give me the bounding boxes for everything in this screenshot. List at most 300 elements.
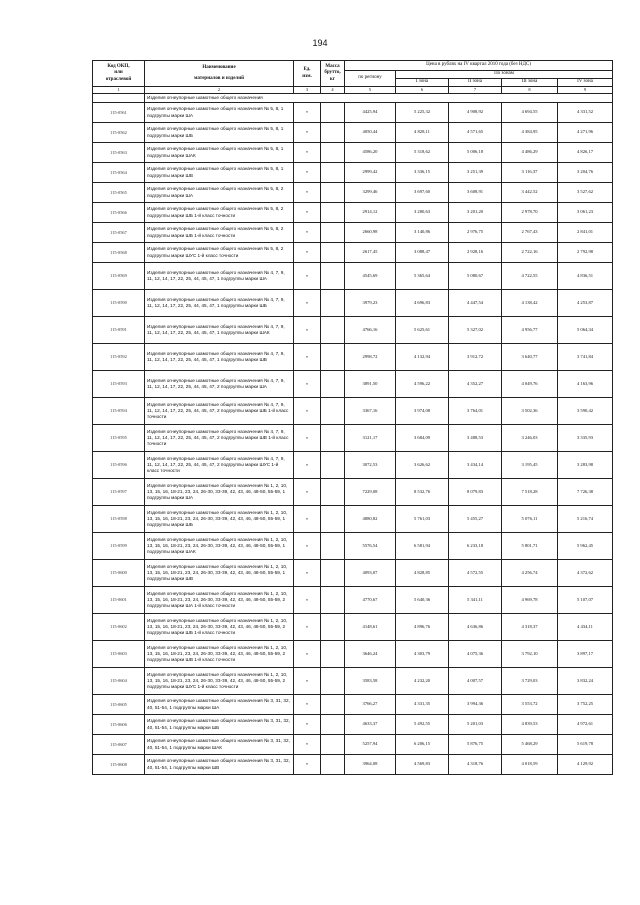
code-header bbox=[93, 61, 145, 87]
item-name: Изделия огнеупорные шамотные общего назначения № 5, 8, 2 подгруппы марки ШБ 1-й класс точности bbox=[145, 203, 294, 223]
price-zone1: 8 532,76 bbox=[396, 479, 449, 506]
table-row bbox=[93, 587, 613, 614]
item-unit: т bbox=[294, 715, 321, 735]
table-row bbox=[93, 143, 613, 163]
price-zone4: 4 372,62 bbox=[558, 560, 613, 587]
price-zone2: 8 079,83 bbox=[449, 479, 502, 506]
mass-header-line3: кг bbox=[329, 76, 336, 82]
price-zone1: 3 974,08 bbox=[396, 398, 449, 425]
price-region: 7229,08 bbox=[345, 479, 396, 506]
table-row bbox=[93, 371, 613, 398]
table-row bbox=[93, 452, 613, 479]
price-zone4: 4 163,96 bbox=[558, 371, 613, 398]
price-zone1: 5 492,55 bbox=[396, 715, 449, 735]
item-code: 115-0566 bbox=[93, 203, 145, 223]
price-zone2: 4 075,36 bbox=[449, 641, 502, 668]
price-zone2: 3 764,01 bbox=[449, 398, 502, 425]
item-name: Изделия огнеупорные шамотные общего назначения № 4, 7, 9, 11, 12, 14, 17, 22, 25, 44, 45, 47, 2 подгруппы марки ШБ 1-й класс точности bbox=[145, 398, 294, 425]
price-zone4: 3 752,25 bbox=[558, 695, 613, 715]
item-mass bbox=[321, 123, 345, 143]
price-zone2: 3 912,72 bbox=[449, 344, 502, 371]
item-code: 115-0590 bbox=[93, 290, 145, 317]
item-code: 115-0608 bbox=[93, 755, 145, 775]
item-unit: т bbox=[294, 479, 321, 506]
item-code: 115-0569 bbox=[93, 263, 145, 290]
price-zone2: 6 233,18 bbox=[449, 533, 502, 560]
item-code: 115-0593 bbox=[93, 371, 145, 398]
unit-header-line2: изм. bbox=[302, 73, 312, 79]
table-row bbox=[93, 263, 613, 290]
price-region: 2617,45 bbox=[345, 243, 396, 263]
item-mass bbox=[321, 203, 345, 223]
item-name: Изделия огнеупорные шамотные общего назначения № 4, 7, 9, 11, 12, 14, 17, 22, 25, 44, 45, 47, 2 подгруппы марки ШУС 1-й класс точности bbox=[145, 452, 294, 479]
price-zone4: 5 107,07 bbox=[558, 587, 613, 614]
item-mass bbox=[321, 290, 345, 317]
price-zone3: 2 722,16 bbox=[502, 243, 558, 263]
price-zone4: 5 962,45 bbox=[558, 533, 613, 560]
mass-header-line1: Масса bbox=[325, 64, 340, 70]
item-name: Изделия огнеупорные шамотные общего назначения № 3, 31, 32, 40, 51-54, 1 подгруппы марки ШАК bbox=[145, 735, 294, 755]
price-zone1: 4 696,83 bbox=[396, 290, 449, 317]
item-mass bbox=[321, 560, 345, 587]
price-zone2: 3 608,91 bbox=[449, 183, 502, 203]
price-region: 3072,53 bbox=[345, 452, 396, 479]
item-mass bbox=[321, 533, 345, 560]
price-region: 4050,44 bbox=[345, 123, 396, 143]
price-zone4: 3 061,23 bbox=[558, 203, 613, 223]
price-zone1: 5 640,36 bbox=[396, 587, 449, 614]
item-unit: т bbox=[294, 560, 321, 587]
item-name: Изделия огнеупорные шамотные общего назначения № 5, 8, 2 подгруппы марки ША bbox=[145, 183, 294, 203]
column-index: 6 bbox=[396, 87, 449, 94]
price-zone4: 4 253,87 bbox=[558, 290, 613, 317]
item-name: Изделия огнеупорные шамотные общего назначения № 3, 31, 32, 40, 51-54, 1 подгруппы марки ШВ bbox=[145, 755, 294, 775]
price-zone3: 4 956,77 bbox=[502, 317, 558, 344]
item-name: Изделия огнеупорные шамотные общего назначения № 5, 8, 1 подгруппы марки ШВ bbox=[145, 163, 294, 183]
price-region: 3121,17 bbox=[345, 425, 396, 452]
price-zone1: 3 684,09 bbox=[396, 425, 449, 452]
price-region: 3766,27 bbox=[345, 695, 396, 715]
price-table bbox=[92, 60, 613, 775]
item-unit: т bbox=[294, 641, 321, 668]
item-unit: т bbox=[294, 735, 321, 755]
price-region: 2998,72 bbox=[345, 344, 396, 371]
price-zone1: 4 331,35 bbox=[396, 695, 449, 715]
item-code: 115-0563 bbox=[93, 143, 145, 163]
price-zone3: 4 318,37 bbox=[502, 614, 558, 641]
price-region: 3979,23 bbox=[345, 290, 396, 317]
price-region: 3583,58 bbox=[345, 668, 396, 695]
table-row bbox=[93, 695, 613, 715]
price-zone4: 4 972,61 bbox=[558, 715, 613, 735]
column-index: 2 bbox=[145, 87, 294, 94]
price-zone4: 3 741,84 bbox=[558, 344, 613, 371]
price-zone1: 4 132,94 bbox=[396, 344, 449, 371]
price-zone1: 6 581,94 bbox=[396, 533, 449, 560]
price-zone4: 3 283,98 bbox=[558, 452, 613, 479]
item-mass bbox=[321, 695, 345, 715]
item-unit: т bbox=[294, 344, 321, 371]
price-zone2: 3 251,39 bbox=[449, 163, 502, 183]
item-name: Изделия огнеупорные шамотные общего назначения № 4, 7, 9, 11, 12, 14, 17, 22, 25, 44, 45, 47, 2 подгруппы марки ШВ 1-й класс точности bbox=[145, 425, 294, 452]
price-zone4: 3 204,76 bbox=[558, 163, 613, 183]
item-mass bbox=[321, 587, 345, 614]
item-mass bbox=[321, 668, 345, 695]
table-row bbox=[93, 560, 613, 587]
item-unit: т bbox=[294, 587, 321, 614]
item-mass bbox=[321, 614, 345, 641]
item-name: Изделия огнеупорные шамотные общего назначения № 1, 2, 10, 13, 15, 16, 18-21, 23, 24, 26-30, 33-39, 42, 43, 46, 48-50, 55-59, 2 подгруппы марки ШБ 1-й класс точности bbox=[145, 614, 294, 641]
item-unit: т bbox=[294, 506, 321, 533]
price-zone2: 2 976,75 bbox=[449, 223, 502, 243]
item-name: Изделия огнеупорные шамотные общего назначения № 1, 2, 10, 13, 15, 16, 18-21, 23, 24, 26-30, 33-39, 42, 43, 46, 48-50, 55-59, 2 подгруппы марки ШУС 1-й класс точности bbox=[145, 668, 294, 695]
price-zone1: 5 318,62 bbox=[396, 143, 449, 163]
item-mass bbox=[321, 317, 345, 344]
price-zone4: 4 271,96 bbox=[558, 123, 613, 143]
code-header-line3: отраслевой bbox=[105, 76, 132, 82]
item-unit: т bbox=[294, 425, 321, 452]
column-index: 5 bbox=[345, 87, 396, 94]
price-region: 2660,98 bbox=[345, 223, 396, 243]
item-code: 115-0607 bbox=[93, 735, 145, 755]
item-unit: т bbox=[294, 123, 321, 143]
price-zone1: 4 232,20 bbox=[396, 668, 449, 695]
item-unit: т bbox=[294, 290, 321, 317]
price-zone3: 4 018,59 bbox=[502, 755, 558, 775]
price-zone2: 5 006,18 bbox=[449, 143, 502, 163]
item-unit: т bbox=[294, 243, 321, 263]
item-name: Изделия огнеупорные шамотные общего назначения № 5, 8, 1 подгруппы марки ШАК bbox=[145, 143, 294, 163]
item-name: Изделия огнеупорные шамотные общего назначения № 1, 2, 10, 13, 15, 16, 18-21, 23, 24, 26-30, 33-39, 42, 43, 46, 48-50, 55-59, 2 подгруппы марки ШВ 1-й класс точности bbox=[145, 641, 294, 668]
price-zone3: 3 640,77 bbox=[502, 344, 558, 371]
price-zone4: 5 216,74 bbox=[558, 506, 613, 533]
price-zone1: 6 206,15 bbox=[396, 735, 449, 755]
table-row bbox=[93, 163, 613, 183]
item-code: 115-0597 bbox=[93, 479, 145, 506]
table-row bbox=[93, 668, 613, 695]
price-region: 4425,94 bbox=[345, 103, 396, 123]
price-zone3: 3 442,52 bbox=[502, 183, 558, 203]
item-mass bbox=[321, 425, 345, 452]
item-name: Изделия огнеупорные шамотные общего назначения № 1, 2, 10, 13, 15, 16, 18-21, 23, 24, 26-30, 33-39, 42, 43, 46, 48-50, 55-59, 1 подгруппы марки ША bbox=[145, 479, 294, 506]
table-row bbox=[93, 290, 613, 317]
table-row bbox=[93, 506, 613, 533]
price-zone3: 3 195,45 bbox=[502, 452, 558, 479]
table-row bbox=[93, 183, 613, 203]
price-zone1: 5 365,64 bbox=[396, 263, 449, 290]
item-code: 115-0594 bbox=[93, 398, 145, 425]
table-row bbox=[93, 533, 613, 560]
code-header-line2: или bbox=[114, 70, 123, 76]
price-zone4: 3 897,17 bbox=[558, 641, 613, 668]
item-unit: т bbox=[294, 143, 321, 163]
item-mass bbox=[321, 641, 345, 668]
item-unit: т bbox=[294, 223, 321, 243]
item-code: 115-0595 bbox=[93, 425, 145, 452]
item-name: Изделия огнеупорные шамотные общего назначения № 1, 2, 10, 13, 15, 16, 18-21, 23, 24, 26-30, 33-39, 42, 43, 46, 48-50, 55-59, 1 подгруппы марки ШВ bbox=[145, 560, 294, 587]
price-zone1: 4 569,83 bbox=[396, 755, 449, 775]
item-name: Изделия огнеупорные шамотные общего назначения № 3, 31, 32, 40, 51-54, 1 подгруппы марки ШБ bbox=[145, 715, 294, 735]
item-name: Изделия огнеупорные шамотные общего назначения № 5, 8, 1 подгруппы марки ША bbox=[145, 103, 294, 123]
price-region: 5576,54 bbox=[345, 533, 396, 560]
price-zone1: 5 761,03 bbox=[396, 506, 449, 533]
price-zone2: 3 434,14 bbox=[449, 452, 502, 479]
item-code: 115-0565 bbox=[93, 183, 145, 203]
price-zone4: 4 434,11 bbox=[558, 614, 613, 641]
table-row bbox=[93, 243, 613, 263]
price-zone1: 3 280,63 bbox=[396, 203, 449, 223]
name-header-line2: материалов и изделий bbox=[194, 75, 244, 81]
price-zone3: 4 256,74 bbox=[502, 560, 558, 587]
zone3-header: III зона bbox=[502, 79, 558, 87]
price-zone4: 3 335,93 bbox=[558, 425, 613, 452]
price-zone4: 4 331,52 bbox=[558, 103, 613, 123]
item-code: 115-0562 bbox=[93, 123, 145, 143]
price-zone3: 4 138,42 bbox=[502, 290, 558, 317]
price-zone2: 5 201,03 bbox=[449, 715, 502, 735]
table-row bbox=[93, 715, 613, 735]
table-row bbox=[93, 479, 613, 506]
item-name: Изделия огнеупорные шамотные общего назначения № 1, 2, 10, 13, 15, 16, 18-21, 23, 24, 26-30, 33-39, 42, 43, 46, 48-50, 55-59, 2 подгруппы марки ША 1-й класс точности bbox=[145, 587, 294, 614]
table-row bbox=[93, 223, 613, 243]
item-code: 115-0600 bbox=[93, 560, 145, 587]
item-unit: т bbox=[294, 695, 321, 715]
item-mass bbox=[321, 263, 345, 290]
all-zones-header: по региону bbox=[345, 71, 396, 87]
item-mass bbox=[321, 479, 345, 506]
item-unit: т bbox=[294, 398, 321, 425]
price-region: 3646,24 bbox=[345, 641, 396, 668]
item-code: 115-0605 bbox=[93, 695, 145, 715]
item-mass bbox=[321, 371, 345, 398]
item-code: 115-0604 bbox=[93, 668, 145, 695]
price-region: 3299,46 bbox=[345, 183, 396, 203]
item-unit: т bbox=[294, 203, 321, 223]
table-row bbox=[93, 425, 613, 452]
price-region: 2914,12 bbox=[345, 203, 396, 223]
column-index: 7 bbox=[449, 87, 502, 94]
price-zone1: 3 088,47 bbox=[396, 243, 449, 263]
section-title-row bbox=[93, 94, 613, 103]
item-unit: т bbox=[294, 183, 321, 203]
price-zone1: 3 140,86 bbox=[396, 223, 449, 243]
price-zone3: 4 694,55 bbox=[502, 103, 558, 123]
price-zone4: 3 590,42 bbox=[558, 398, 613, 425]
item-code: 115-0568 bbox=[93, 243, 145, 263]
price-zone3: 5 468,29 bbox=[502, 735, 558, 755]
price-zone2: 5 455,27 bbox=[449, 506, 502, 533]
price-zone4: 7 726,38 bbox=[558, 479, 613, 506]
page-number: 194 bbox=[312, 38, 328, 48]
table-row bbox=[93, 123, 613, 143]
table-row bbox=[93, 103, 613, 123]
item-code: 115-0567 bbox=[93, 223, 145, 243]
price-zone2: 4 007,57 bbox=[449, 668, 502, 695]
price-zone4: 5 619,78 bbox=[558, 735, 613, 755]
price-zone1: 5 225,32 bbox=[396, 103, 449, 123]
price-region: 4545,69 bbox=[345, 263, 396, 290]
unit-header-line1: Ед. bbox=[303, 67, 311, 73]
price-zone2: 4 572,55 bbox=[449, 560, 502, 587]
zone1-header: I зона bbox=[396, 79, 449, 87]
item-mass bbox=[321, 755, 345, 775]
price-zone1: 4 303,79 bbox=[396, 641, 449, 668]
item-unit: т bbox=[294, 317, 321, 344]
zones-header: По зонам bbox=[396, 71, 613, 79]
price-zone4: 4 129,92 bbox=[558, 755, 613, 775]
item-mass bbox=[321, 243, 345, 263]
price-zone1: 4 596,22 bbox=[396, 371, 449, 398]
mass-header bbox=[321, 61, 345, 87]
price-zone2: 4 571,65 bbox=[449, 123, 502, 143]
column-index: 8 bbox=[502, 87, 558, 94]
table-row bbox=[93, 203, 613, 223]
table-row bbox=[93, 317, 613, 344]
price-zone4: 4 836,51 bbox=[558, 263, 613, 290]
item-code: 115-0596 bbox=[93, 452, 145, 479]
price-zone3: 3 553,72 bbox=[502, 695, 558, 715]
price-region: 5257,94 bbox=[345, 735, 396, 755]
price-zone2: 5 080,67 bbox=[449, 263, 502, 290]
item-code: 115-0592 bbox=[93, 344, 145, 371]
item-mass bbox=[321, 398, 345, 425]
item-mass bbox=[321, 143, 345, 163]
item-code: 115-0599 bbox=[93, 533, 145, 560]
price-region: 4148,61 bbox=[345, 614, 396, 641]
price-zone3: 4 486,29 bbox=[502, 143, 558, 163]
price-zone3: 2 767,43 bbox=[502, 223, 558, 243]
item-mass bbox=[321, 223, 345, 243]
item-name: Изделия огнеупорные шамотные общего назначения № 5, 8, 2 подгруппы марки ШБ 1-й класс точности bbox=[145, 223, 294, 243]
name-header bbox=[145, 61, 294, 87]
item-name: Изделия огнеупорные шамотные общего назначения № 4, 7, 9, 11, 12, 14, 17, 22, 25, 44, 45, 47, 1 подгруппы марки ША bbox=[145, 263, 294, 290]
item-name: Изделия огнеупорные шамотные общего назначения № 4, 7, 9, 11, 12, 14, 17, 22, 25, 44, 45, 47, 1 подгруппы марки ШВ bbox=[145, 344, 294, 371]
price-region: 4633,37 bbox=[345, 715, 396, 735]
column-index: 9 bbox=[558, 87, 613, 94]
price-zone3: 5 076,11 bbox=[502, 506, 558, 533]
column-index: 1 bbox=[93, 87, 145, 94]
column-index-row bbox=[93, 87, 613, 94]
unit-header bbox=[294, 61, 321, 87]
price-zone3: 4 969,78 bbox=[502, 587, 558, 614]
item-name: Изделия огнеупорные шамотные общего назначения № 1, 2, 10, 13, 15, 16, 18-21, 23, 24, 26-30, 33-39, 42, 43, 46, 48-50, 55-59, 1 подгруппы марки ШАК bbox=[145, 533, 294, 560]
price-zone1: 4 896,76 bbox=[396, 614, 449, 641]
item-unit: т bbox=[294, 103, 321, 123]
price-zone2: 2 928,16 bbox=[449, 243, 502, 263]
price-zone3: 7 518,28 bbox=[502, 479, 558, 506]
price-region: 4770,67 bbox=[345, 587, 396, 614]
table-row bbox=[93, 344, 613, 371]
price-zone4: 3 527,62 bbox=[558, 183, 613, 203]
column-index: 3 bbox=[294, 87, 321, 94]
price-region: 2999,42 bbox=[345, 163, 396, 183]
price-zone4: 2 792,98 bbox=[558, 243, 613, 263]
price-zone2: 4 352,27 bbox=[449, 371, 502, 398]
item-mass bbox=[321, 344, 345, 371]
column-index: 4 bbox=[321, 87, 345, 94]
price-zone1: 4 828,85 bbox=[396, 560, 449, 587]
item-name: Изделия огнеупорные шамотные общего назначения № 5, 8, 2 подгруппы марки ШУС 1-й класс точности bbox=[145, 243, 294, 263]
item-mass bbox=[321, 735, 345, 755]
price-zone3: 4 049,76 bbox=[502, 371, 558, 398]
item-mass bbox=[321, 183, 345, 203]
price-zone1: 4 828,11 bbox=[396, 123, 449, 143]
price-zone2: 5 876,75 bbox=[449, 735, 502, 755]
price-region: 4880,82 bbox=[345, 506, 396, 533]
price-zone2: 4 908,92 bbox=[449, 103, 502, 123]
price-zone4: 3 832,24 bbox=[558, 668, 613, 695]
price-zone4: 2 841,01 bbox=[558, 223, 613, 243]
price-zone2: 4 318,76 bbox=[449, 755, 502, 775]
price-region: 3964,08 bbox=[345, 755, 396, 775]
price-zone2: 5 327,02 bbox=[449, 317, 502, 344]
item-mass bbox=[321, 103, 345, 123]
item-mass bbox=[321, 715, 345, 735]
item-code: 115-0602 bbox=[93, 614, 145, 641]
item-unit: т bbox=[294, 263, 321, 290]
item-code: 115-0564 bbox=[93, 163, 145, 183]
table-row bbox=[93, 641, 613, 668]
item-unit: т bbox=[294, 614, 321, 641]
item-unit: т bbox=[294, 371, 321, 398]
mass-header-line2: брутто, bbox=[324, 70, 341, 76]
item-code: 115-0606 bbox=[93, 715, 145, 735]
price-zone2: 4 447,54 bbox=[449, 290, 502, 317]
code-header-line1: Код ОКП, bbox=[107, 64, 130, 70]
price-zone3: 3 729,03 bbox=[502, 668, 558, 695]
item-name: Изделия огнеупорные шамотные общего назначения № 4, 7, 9, 11, 12, 14, 17, 22, 25, 44, 45, 47, 2 подгруппы марки ША bbox=[145, 371, 294, 398]
item-unit: т bbox=[294, 755, 321, 775]
section-title: Изделия огнеупорные шамотные общего назначения bbox=[145, 94, 613, 103]
price-title-header: Цена в рублях на IV квартал 2010 года (без НДС) bbox=[345, 61, 613, 71]
item-unit: т bbox=[294, 163, 321, 183]
price-zone1: 5 625,61 bbox=[396, 317, 449, 344]
price-zone1: 3 626,62 bbox=[396, 452, 449, 479]
item-unit: т bbox=[294, 452, 321, 479]
name-header-line1: Наименование bbox=[202, 65, 236, 71]
zone2-header: II зона bbox=[449, 79, 502, 87]
price-zone3: 4 839,53 bbox=[502, 715, 558, 735]
price-zone3: 3 246,03 bbox=[502, 425, 558, 452]
item-mass bbox=[321, 506, 345, 533]
price-region: 3891,50 bbox=[345, 371, 396, 398]
item-code: 115-0561 bbox=[93, 103, 145, 123]
item-name: Изделия огнеупорные шамотные общего назначения № 5, 8, 1 подгруппы марки ШБ bbox=[145, 123, 294, 143]
price-zone2: 4 636,86 bbox=[449, 614, 502, 641]
price-region: 4586,20 bbox=[345, 143, 396, 163]
price-zone3: 4 722,55 bbox=[502, 263, 558, 290]
price-zone3: 2 978,70 bbox=[502, 203, 558, 223]
item-unit: т bbox=[294, 668, 321, 695]
table-row bbox=[93, 398, 613, 425]
price-zone3: 3 792,10 bbox=[502, 641, 558, 668]
table-row bbox=[93, 755, 613, 775]
price-region: 3367,16 bbox=[345, 398, 396, 425]
price-zone1: 3 697,60 bbox=[396, 183, 449, 203]
item-code: 115-0603 bbox=[93, 641, 145, 668]
price-zone2: 3 201,20 bbox=[449, 203, 502, 223]
price-zone2: 3 994,36 bbox=[449, 695, 502, 715]
zone4-header: IV зона bbox=[558, 79, 613, 87]
price-zone3: 5 801,71 bbox=[502, 533, 558, 560]
item-name: Изделия огнеупорные шамотные общего назначения № 3, 31, 32, 40, 51-54, 1 подгруппы марки ША bbox=[145, 695, 294, 715]
item-code: 115-0601 bbox=[93, 587, 145, 614]
item-name: Изделия огнеупорные шамотные общего назначения № 4, 7, 9, 11, 12, 14, 17, 22, 25, 44, 45, 47, 1 подгруппы марки ШБ bbox=[145, 290, 294, 317]
price-region: 4093,07 bbox=[345, 560, 396, 587]
item-name: Изделия огнеупорные шамотные общего назначения № 4, 7, 9, 11, 12, 14, 17, 22, 25, 44, 45, 47, 1 подгруппы марки ШАК bbox=[145, 317, 294, 344]
item-mass bbox=[321, 452, 345, 479]
table-row bbox=[93, 614, 613, 641]
